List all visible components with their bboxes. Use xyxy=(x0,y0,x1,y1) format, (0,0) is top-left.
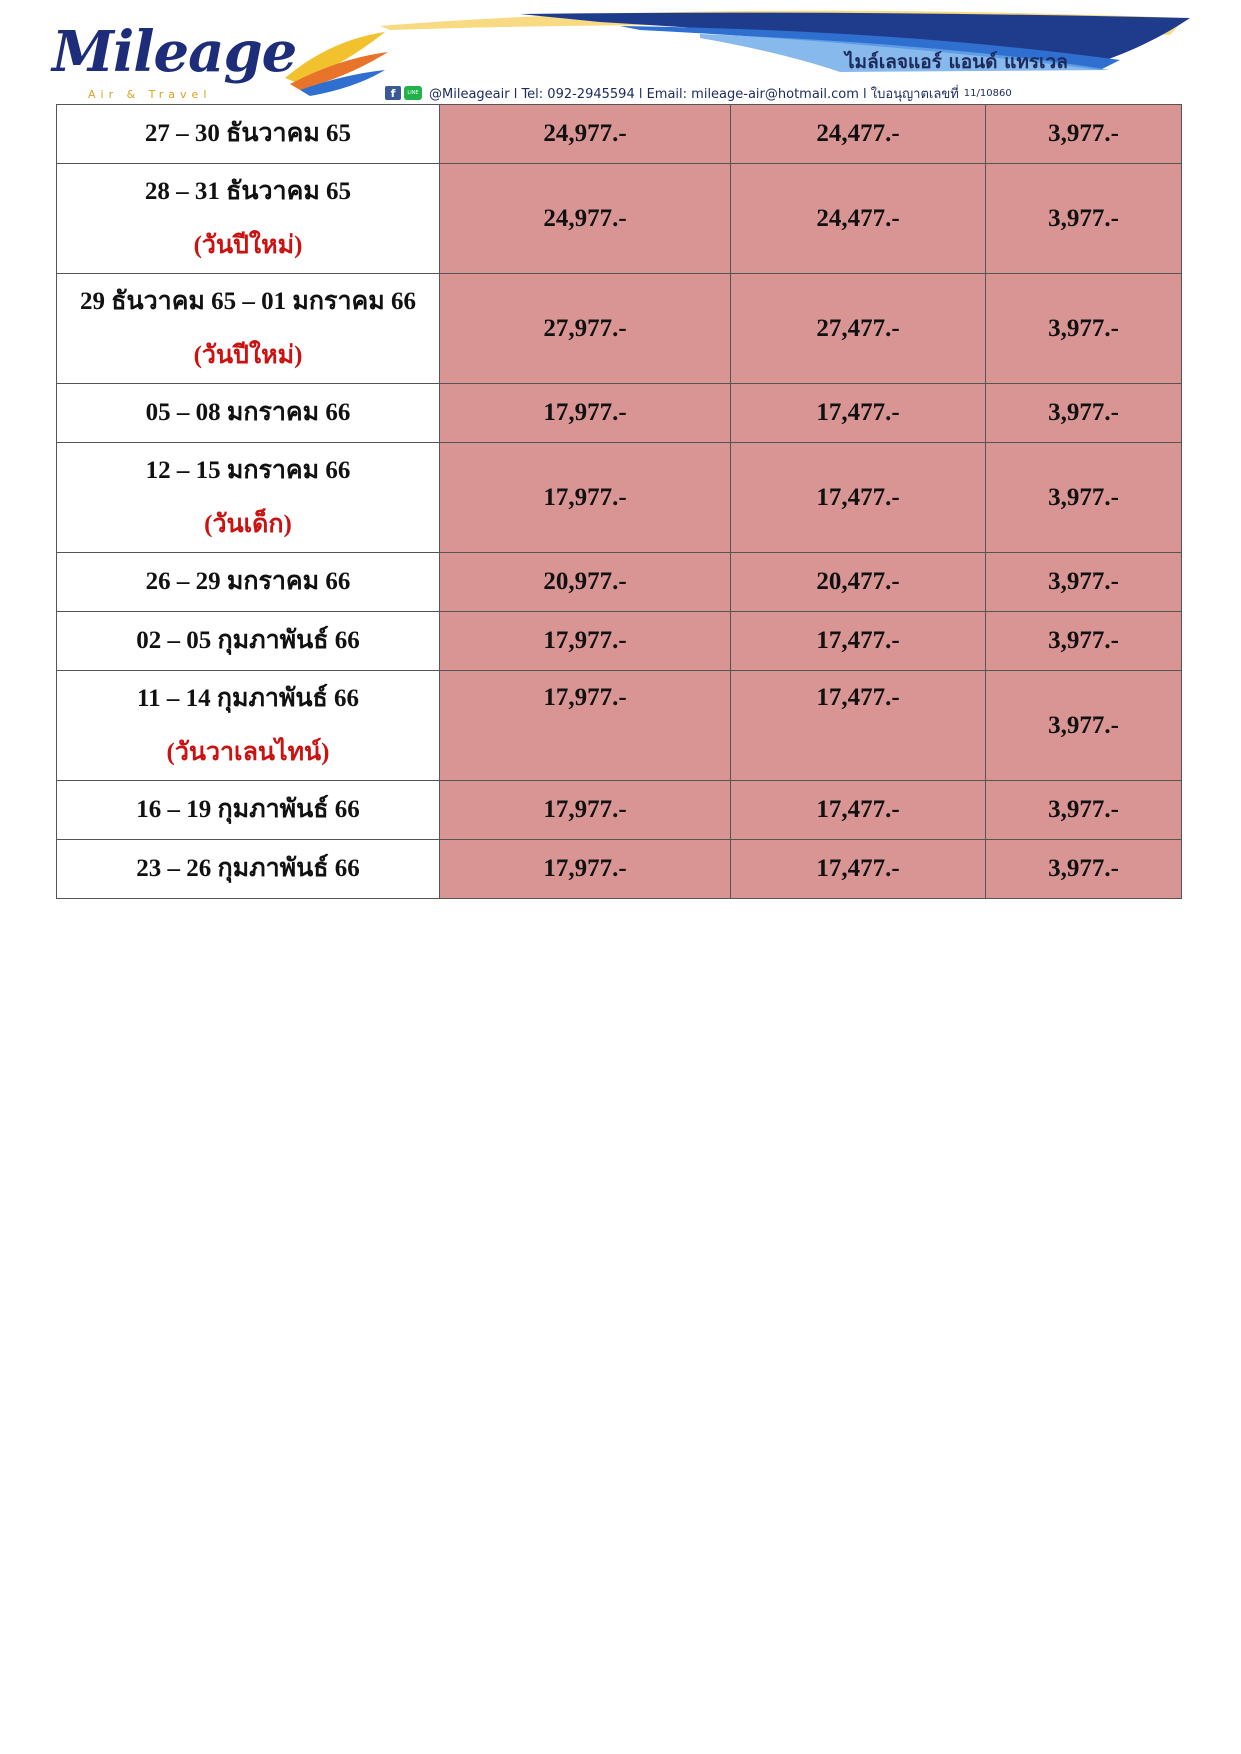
adult-price: 17,977.- xyxy=(440,612,731,671)
company-logo: Mileage xyxy=(52,19,297,85)
tour-price-table xyxy=(56,104,1182,899)
single-supplement-price: 3,977.- xyxy=(986,671,1182,781)
single-supplement-price: 3,977.- xyxy=(986,781,1182,840)
table-row xyxy=(57,612,1182,671)
table-row xyxy=(57,164,1182,274)
child-price: 17,477.- xyxy=(731,781,986,840)
contact-bar xyxy=(385,84,1012,102)
table-row xyxy=(57,384,1182,443)
child-price: 20,477.- xyxy=(731,553,986,612)
single-supplement-price: 3,977.- xyxy=(986,384,1182,443)
single-supplement-price: 3,977.- xyxy=(986,443,1182,553)
departure-date: 16 – 19 กุมภาพันธ์ 66 xyxy=(136,796,360,823)
company-logo-subtext: Air & Travel xyxy=(88,88,212,101)
table-row xyxy=(57,274,1182,384)
holiday-note: (วันวาเลนไทน์) xyxy=(166,738,330,766)
child-price: 17,477.- xyxy=(731,384,986,443)
table-row xyxy=(57,105,1182,164)
departure-date-cell xyxy=(57,553,440,612)
single-supplement-price: 3,977.- xyxy=(986,553,1182,612)
departure-date-cell xyxy=(57,443,440,553)
child-price: 17,477.- xyxy=(731,840,986,899)
logo-wings-graphic xyxy=(285,32,388,96)
child-price: 17,477.- xyxy=(731,612,986,671)
departure-date-cell xyxy=(57,274,440,384)
departure-date: 29 ธันวาคม 65 – 01 มกราคม 66 xyxy=(80,287,416,315)
adult-price: 27,977.- xyxy=(440,274,731,384)
license-number: 11/10860 xyxy=(963,87,1012,99)
table-row xyxy=(57,840,1182,899)
holiday-note: (วันปีใหม่) xyxy=(193,341,303,369)
page-header xyxy=(0,0,1241,106)
departure-date-cell xyxy=(57,840,440,899)
departure-date: 05 – 08 มกราคม 66 xyxy=(145,399,351,426)
holiday-note: (วันปีใหม่) xyxy=(193,231,303,259)
departure-date-cell xyxy=(57,105,440,164)
departure-date: 02 – 05 กุมภาพันธ์ 66 xyxy=(136,627,360,654)
child-price: 17,477.- xyxy=(731,671,986,781)
departure-date: 11 – 14 กุมภาพันธ์ 66 xyxy=(136,684,360,712)
single-supplement-price: 3,977.- xyxy=(986,105,1182,164)
adult-price: 17,977.- xyxy=(440,840,731,899)
departure-date-cell xyxy=(57,384,440,443)
departure-date: 26 – 29 มกราคม 66 xyxy=(145,568,351,595)
adult-price: 24,977.- xyxy=(440,105,731,164)
single-supplement-price: 3,977.- xyxy=(986,840,1182,899)
single-supplement-price: 3,977.- xyxy=(986,164,1182,274)
adult-price: 20,977.- xyxy=(440,553,731,612)
single-supplement-price: 3,977.- xyxy=(986,274,1182,384)
child-price: 27,477.- xyxy=(731,274,986,384)
child-price: 24,477.- xyxy=(731,164,986,274)
adult-price: 17,977.- xyxy=(440,384,731,443)
facebook-icon[interactable]: f xyxy=(385,86,401,100)
adult-price: 17,977.- xyxy=(440,781,731,840)
adult-price: 17,977.- xyxy=(440,671,731,781)
adult-price: 24,977.- xyxy=(440,164,731,274)
departure-date: 12 – 15 มกราคม 66 xyxy=(145,456,351,484)
holiday-note: (วันเด็ก) xyxy=(204,510,292,538)
contact-info: @Mileageair l Tel: 092-2945594 l Email: mileage-air@hotmail.com l ใบอนุญาตเลขที่ xyxy=(429,86,959,102)
departure-date-cell xyxy=(57,164,440,274)
departure-date: 23 – 26 กุมภาพันธ์ 66 xyxy=(136,855,360,882)
child-price: 17,477.- xyxy=(731,443,986,553)
table-row xyxy=(57,781,1182,840)
line-icon[interactable]: LINE xyxy=(404,86,422,100)
departure-date-cell xyxy=(57,671,440,781)
brand-thai-name: ไมล์เลจแอร์ แอนด์ แทรเวล xyxy=(845,51,1068,73)
departure-date-cell xyxy=(57,781,440,840)
departure-date-cell xyxy=(57,612,440,671)
adult-price: 17,977.- xyxy=(440,443,731,553)
departure-date: 28 – 31 ธันวาคม 65 xyxy=(144,177,352,205)
departure-date: 27 – 30 ธันวาคม 65 xyxy=(144,120,352,147)
table-row xyxy=(57,553,1182,612)
table-row xyxy=(57,443,1182,553)
table-row xyxy=(57,671,1182,781)
child-price: 24,477.- xyxy=(731,105,986,164)
single-supplement-price: 3,977.- xyxy=(986,612,1182,671)
